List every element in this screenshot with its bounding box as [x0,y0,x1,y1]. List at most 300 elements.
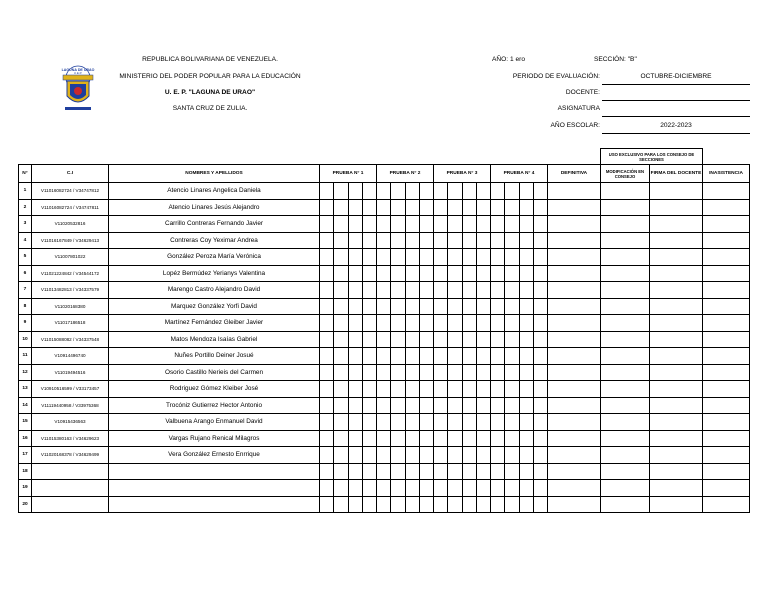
grade-cell[interactable] [462,447,476,464]
grade-cell[interactable] [434,315,448,332]
grade-cell[interactable] [448,364,462,381]
grade-cell[interactable] [462,232,476,249]
grade-cell[interactable] [491,430,505,447]
grade-cell[interactable] [519,298,533,315]
grade-cell[interactable] [348,430,362,447]
inasistencia-cell[interactable] [703,249,750,266]
grade-cell[interactable] [434,496,448,513]
grade-cell[interactable] [505,265,519,282]
grade-cell[interactable] [391,430,405,447]
modificacion-cell[interactable] [601,282,650,299]
grade-cell[interactable] [334,216,348,233]
definitiva-cell[interactable] [548,298,601,315]
grade-cell[interactable] [476,364,490,381]
grade-cell[interactable] [405,480,419,497]
grade-cell[interactable] [448,496,462,513]
grade-cell[interactable] [462,397,476,414]
grade-cell[interactable] [320,414,334,431]
grade-cell[interactable] [491,348,505,365]
grade-cell[interactable] [391,496,405,513]
grade-cell[interactable] [348,298,362,315]
inasistencia-cell[interactable] [703,183,750,200]
grade-cell[interactable] [462,463,476,480]
inasistencia-cell[interactable] [703,480,750,497]
grade-cell[interactable] [476,183,490,200]
definitiva-cell[interactable] [548,430,601,447]
grade-cell[interactable] [320,183,334,200]
firma-cell[interactable] [650,381,703,398]
firma-cell[interactable] [650,282,703,299]
grade-cell[interactable] [533,397,547,414]
grade-cell[interactable] [448,447,462,464]
inasistencia-cell[interactable] [703,199,750,216]
grade-cell[interactable] [391,397,405,414]
modificacion-cell[interactable] [601,480,650,497]
grade-cell[interactable] [476,216,490,233]
grade-cell[interactable] [348,381,362,398]
grade-cell[interactable] [348,348,362,365]
grade-cell[interactable] [448,463,462,480]
grade-cell[interactable] [320,216,334,233]
grade-cell[interactable] [419,414,433,431]
definitiva-cell[interactable] [548,414,601,431]
grade-cell[interactable] [476,480,490,497]
grade-cell[interactable] [533,183,547,200]
grade-cell[interactable] [377,397,391,414]
grade-cell[interactable] [519,348,533,365]
grade-cell[interactable] [434,232,448,249]
grade-cell[interactable] [334,447,348,464]
grade-cell[interactable] [519,447,533,464]
grade-cell[interactable] [434,265,448,282]
inasistencia-cell[interactable] [703,348,750,365]
grade-cell[interactable] [434,381,448,398]
grade-cell[interactable] [434,447,448,464]
grade-cell[interactable] [462,496,476,513]
definitiva-cell[interactable] [548,216,601,233]
grade-cell[interactable] [348,249,362,266]
grade-cell[interactable] [377,282,391,299]
inasistencia-cell[interactable] [703,265,750,282]
modificacion-cell[interactable] [601,364,650,381]
grade-cell[interactable] [448,183,462,200]
grade-cell[interactable] [334,249,348,266]
grade-cell[interactable] [419,381,433,398]
grade-cell[interactable] [405,381,419,398]
grade-cell[interactable] [533,496,547,513]
modificacion-cell[interactable] [601,315,650,332]
grade-cell[interactable] [434,199,448,216]
grade-cell[interactable] [491,414,505,431]
grade-cell[interactable] [419,447,433,464]
grade-cell[interactable] [491,282,505,299]
grade-cell[interactable] [362,364,376,381]
grade-cell[interactable] [505,216,519,233]
grade-cell[interactable] [405,249,419,266]
grade-cell[interactable] [348,183,362,200]
grade-cell[interactable] [533,298,547,315]
grade-cell[interactable] [391,480,405,497]
grade-cell[interactable] [448,331,462,348]
grade-cell[interactable] [448,298,462,315]
modificacion-cell[interactable] [601,397,650,414]
firma-cell[interactable] [650,298,703,315]
grade-cell[interactable] [334,348,348,365]
inasistencia-cell[interactable] [703,496,750,513]
inasistencia-cell[interactable] [703,430,750,447]
grade-cell[interactable] [377,183,391,200]
inasistencia-cell[interactable] [703,447,750,464]
grade-cell[interactable] [462,430,476,447]
grade-cell[interactable] [377,364,391,381]
definitiva-cell[interactable] [548,232,601,249]
grade-cell[interactable] [391,348,405,365]
grade-cell[interactable] [491,216,505,233]
definitiva-cell[interactable] [548,315,601,332]
grade-cell[interactable] [533,430,547,447]
grade-cell[interactable] [320,331,334,348]
grade-cell[interactable] [362,381,376,398]
grade-cell[interactable] [491,447,505,464]
grade-cell[interactable] [405,265,419,282]
grade-cell[interactable] [448,249,462,266]
modificacion-cell[interactable] [601,381,650,398]
grade-cell[interactable] [462,331,476,348]
grade-cell[interactable] [505,430,519,447]
modificacion-cell[interactable] [601,265,650,282]
grade-cell[interactable] [362,430,376,447]
grade-cell[interactable] [533,480,547,497]
grade-cell[interactable] [462,315,476,332]
grade-cell[interactable] [334,463,348,480]
grade-cell[interactable] [533,364,547,381]
grade-cell[interactable] [405,298,419,315]
grade-cell[interactable] [505,282,519,299]
grade-cell[interactable] [391,249,405,266]
grade-cell[interactable] [377,496,391,513]
grade-cell[interactable] [377,331,391,348]
grade-cell[interactable] [476,315,490,332]
grade-cell[interactable] [505,315,519,332]
definitiva-cell[interactable] [548,496,601,513]
grade-cell[interactable] [434,348,448,365]
grade-cell[interactable] [505,298,519,315]
grade-cell[interactable] [405,331,419,348]
grade-cell[interactable] [476,463,490,480]
grade-cell[interactable] [505,480,519,497]
grade-cell[interactable] [491,381,505,398]
definitiva-cell[interactable] [548,282,601,299]
grade-cell[interactable] [377,480,391,497]
grade-cell[interactable] [519,381,533,398]
grade-cell[interactable] [320,282,334,299]
grade-cell[interactable] [491,265,505,282]
grade-cell[interactable] [334,232,348,249]
modificacion-cell[interactable] [601,232,650,249]
grade-cell[interactable] [362,397,376,414]
grade-cell[interactable] [533,447,547,464]
grade-cell[interactable] [434,298,448,315]
grade-cell[interactable] [348,282,362,299]
definitiva-cell[interactable] [548,199,601,216]
grade-cell[interactable] [405,199,419,216]
definitiva-cell[interactable] [548,480,601,497]
grade-cell[interactable] [405,315,419,332]
grade-cell[interactable] [505,381,519,398]
grade-cell[interactable] [491,249,505,266]
grade-cell[interactable] [348,232,362,249]
firma-cell[interactable] [650,249,703,266]
grade-cell[interactable] [348,364,362,381]
grade-cell[interactable] [462,480,476,497]
grade-cell[interactable] [519,232,533,249]
grade-cell[interactable] [462,364,476,381]
grade-cell[interactable] [405,232,419,249]
firma-cell[interactable] [650,199,703,216]
grade-cell[interactable] [405,282,419,299]
grade-cell[interactable] [348,463,362,480]
grade-cell[interactable] [448,232,462,249]
grade-cell[interactable] [405,430,419,447]
grade-cell[interactable] [405,216,419,233]
grade-cell[interactable] [476,381,490,398]
grade-cell[interactable] [448,430,462,447]
grade-cell[interactable] [419,298,433,315]
grade-cell[interactable] [320,480,334,497]
grade-cell[interactable] [505,414,519,431]
inasistencia-cell[interactable] [703,315,750,332]
grade-cell[interactable] [334,397,348,414]
grade-cell[interactable] [519,397,533,414]
grade-cell[interactable] [391,199,405,216]
inasistencia-cell[interactable] [703,216,750,233]
grade-cell[interactable] [334,430,348,447]
grade-cell[interactable] [334,364,348,381]
grade-cell[interactable] [462,249,476,266]
grade-cell[interactable] [434,249,448,266]
grade-cell[interactable] [419,364,433,381]
grade-cell[interactable] [405,496,419,513]
grade-cell[interactable] [448,397,462,414]
grade-cell[interactable] [334,183,348,200]
grade-cell[interactable] [519,282,533,299]
grade-cell[interactable] [362,282,376,299]
grade-cell[interactable] [334,331,348,348]
grade-cell[interactable] [405,447,419,464]
grade-cell[interactable] [419,315,433,332]
grade-cell[interactable] [362,249,376,266]
grade-cell[interactable] [334,298,348,315]
grade-cell[interactable] [391,364,405,381]
grade-cell[interactable] [491,232,505,249]
grade-cell[interactable] [419,496,433,513]
modificacion-cell[interactable] [601,414,650,431]
grade-cell[interactable] [320,315,334,332]
grade-cell[interactable] [448,480,462,497]
grade-cell[interactable] [362,496,376,513]
grade-cell[interactable] [320,397,334,414]
grade-cell[interactable] [519,430,533,447]
grade-cell[interactable] [419,331,433,348]
grade-cell[interactable] [448,348,462,365]
grade-cell[interactable] [320,348,334,365]
firma-cell[interactable] [650,480,703,497]
grade-cell[interactable] [505,199,519,216]
firma-cell[interactable] [650,430,703,447]
grade-cell[interactable] [519,496,533,513]
inasistencia-cell[interactable] [703,463,750,480]
inasistencia-cell[interactable] [703,298,750,315]
grade-cell[interactable] [362,315,376,332]
grade-cell[interactable] [362,331,376,348]
grade-cell[interactable] [334,496,348,513]
grade-cell[interactable] [476,397,490,414]
grade-cell[interactable] [320,364,334,381]
grade-cell[interactable] [405,463,419,480]
modificacion-cell[interactable] [601,249,650,266]
grade-cell[interactable] [462,381,476,398]
grade-cell[interactable] [320,298,334,315]
modificacion-cell[interactable] [601,216,650,233]
grade-cell[interactable] [462,282,476,299]
firma-cell[interactable] [650,315,703,332]
modificacion-cell[interactable] [601,447,650,464]
grade-cell[interactable] [419,232,433,249]
grade-cell[interactable] [377,232,391,249]
grade-cell[interactable] [320,463,334,480]
grade-cell[interactable] [362,463,376,480]
grade-cell[interactable] [377,216,391,233]
grade-cell[interactable] [391,232,405,249]
grade-cell[interactable] [377,348,391,365]
grade-cell[interactable] [533,199,547,216]
grade-cell[interactable] [377,430,391,447]
grade-cell[interactable] [476,249,490,266]
grade-cell[interactable] [519,183,533,200]
grade-cell[interactable] [391,381,405,398]
grade-cell[interactable] [533,331,547,348]
grade-cell[interactable] [320,447,334,464]
grade-cell[interactable] [533,265,547,282]
grade-cell[interactable] [320,249,334,266]
grade-cell[interactable] [377,414,391,431]
modificacion-cell[interactable] [601,348,650,365]
grade-cell[interactable] [505,463,519,480]
grade-cell[interactable] [491,480,505,497]
grade-cell[interactable] [334,282,348,299]
grade-cell[interactable] [519,480,533,497]
grade-cell[interactable] [419,430,433,447]
inasistencia-cell[interactable] [703,282,750,299]
firma-cell[interactable] [650,447,703,464]
grade-cell[interactable] [519,265,533,282]
grade-cell[interactable] [533,348,547,365]
grade-cell[interactable] [505,397,519,414]
modificacion-cell[interactable] [601,183,650,200]
grade-cell[interactable] [505,183,519,200]
grade-cell[interactable] [391,331,405,348]
grade-cell[interactable] [491,496,505,513]
grade-cell[interactable] [419,282,433,299]
grade-cell[interactable] [533,381,547,398]
grade-cell[interactable] [476,496,490,513]
grade-cell[interactable] [362,348,376,365]
grade-cell[interactable] [491,397,505,414]
grade-cell[interactable] [434,430,448,447]
grade-cell[interactable] [419,183,433,200]
grade-cell[interactable] [519,331,533,348]
grade-cell[interactable] [348,397,362,414]
firma-cell[interactable] [650,463,703,480]
firma-cell[interactable] [650,331,703,348]
grade-cell[interactable] [377,199,391,216]
grade-cell[interactable] [434,216,448,233]
definitiva-cell[interactable] [548,348,601,365]
grade-cell[interactable] [362,480,376,497]
definitiva-cell[interactable] [548,381,601,398]
grade-cell[interactable] [462,183,476,200]
definitiva-cell[interactable] [548,331,601,348]
firma-cell[interactable] [650,265,703,282]
grade-cell[interactable] [476,331,490,348]
grade-cell[interactable] [419,216,433,233]
grade-cell[interactable] [448,414,462,431]
grade-cell[interactable] [491,364,505,381]
grade-cell[interactable] [434,183,448,200]
grade-cell[interactable] [476,265,490,282]
firma-cell[interactable] [650,397,703,414]
grade-cell[interactable] [377,315,391,332]
grade-cell[interactable] [362,216,376,233]
grade-cell[interactable] [348,331,362,348]
grade-cell[interactable] [334,414,348,431]
grade-cell[interactable] [533,414,547,431]
grade-cell[interactable] [448,216,462,233]
grade-cell[interactable] [362,298,376,315]
definitiva-cell[interactable] [548,463,601,480]
grade-cell[interactable] [448,315,462,332]
grade-cell[interactable] [377,249,391,266]
grade-cell[interactable] [519,414,533,431]
grade-cell[interactable] [405,397,419,414]
grade-cell[interactable] [519,249,533,266]
grade-cell[interactable] [419,397,433,414]
grade-cell[interactable] [320,265,334,282]
grade-cell[interactable] [391,414,405,431]
grade-cell[interactable] [505,364,519,381]
grade-cell[interactable] [405,364,419,381]
grade-cell[interactable] [505,331,519,348]
grade-cell[interactable] [491,331,505,348]
grade-cell[interactable] [476,447,490,464]
grade-cell[interactable] [377,447,391,464]
grade-cell[interactable] [462,216,476,233]
grade-cell[interactable] [391,447,405,464]
grade-cell[interactable] [419,348,433,365]
definitiva-cell[interactable] [548,265,601,282]
grade-cell[interactable] [448,265,462,282]
grade-cell[interactable] [405,183,419,200]
grade-cell[interactable] [362,265,376,282]
grade-cell[interactable] [491,183,505,200]
grade-cell[interactable] [533,315,547,332]
grade-cell[interactable] [434,282,448,299]
grade-cell[interactable] [334,381,348,398]
grade-cell[interactable] [348,447,362,464]
grade-cell[interactable] [434,414,448,431]
grade-cell[interactable] [419,199,433,216]
definitiva-cell[interactable] [548,364,601,381]
